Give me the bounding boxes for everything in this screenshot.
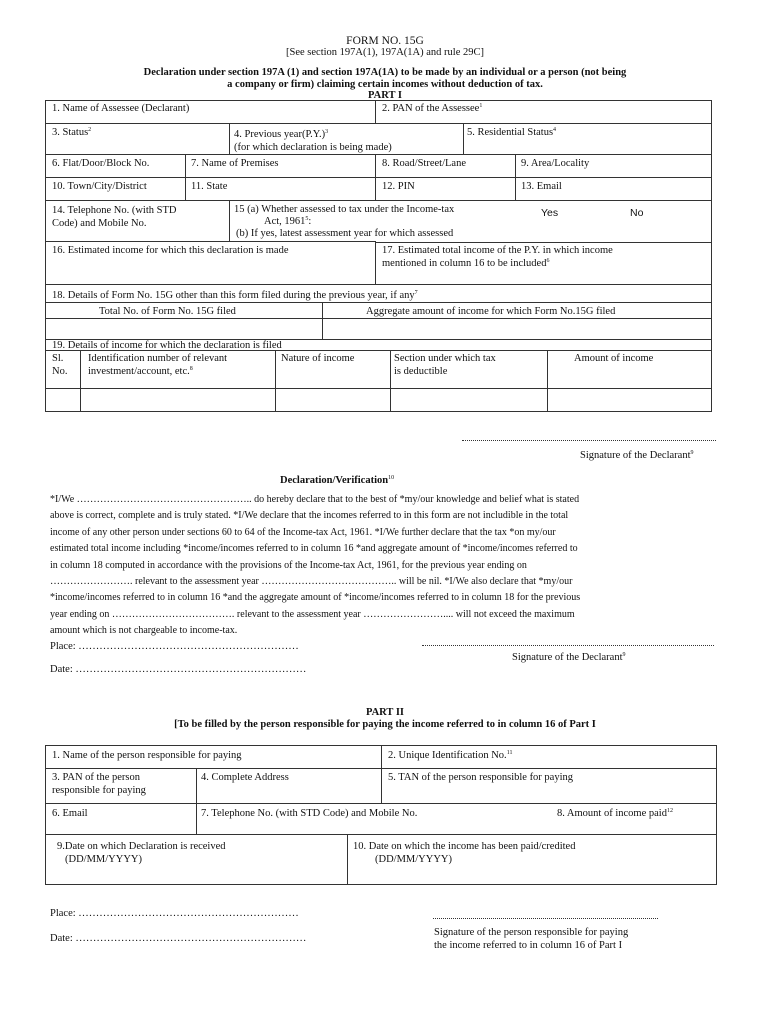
col-identification-number: Identification number of relevant investment/account, etc.$^8$ <box>88 353 228 377</box>
payer-signature-line[interactable] <box>433 918 658 919</box>
field-status[interactable]: 3. Status$^2$ <box>52 127 92 138</box>
field-amount-paid[interactable]: 8. Amount of income paid$^{12}$ <box>557 808 673 819</box>
field-income-details: 19. Details of income for which the declaration is filed <box>52 340 282 351</box>
part2-place-field[interactable]: Place: ……………………………………………………… <box>50 908 299 919</box>
field-unique-id[interactable]: 2. Unique Identification No.$^{11}$ <box>388 750 513 761</box>
form-subtitle: [See section 197A(1), 197A(1A) and rule 29C] <box>286 47 484 58</box>
field-town-city[interactable]: 10. Town/City/District <box>52 181 147 192</box>
signature-declarant-label-2: Signature of the Declarant$^9$ <box>512 652 626 663</box>
input-total-forms-filed[interactable] <box>46 319 321 338</box>
field-assessed-to-tax: 15 (a) Whether assessed to tax under the Income-tax Act, 1961$^5$: (b) If yes, latest assessment year for which assessed <box>234 204 455 239</box>
field-payer-pan[interactable]: 3. PAN of the person responsible for paying <box>52 772 146 796</box>
part1-heading: PART I <box>368 90 402 101</box>
field-estimated-total-income[interactable]: 17. Estimated total income of the P.Y. in which income mentioned in column 16 to be included$^6$ <box>382 245 613 269</box>
signature-declarant-label: Signature of the Declarant$^9$ <box>580 450 694 461</box>
col-total-forms-filed: Total No. of Form No. 15G filed <box>99 306 236 317</box>
field-previous-year[interactable]: 4. Previous $year(P.Y.)^3$ (for which declaration is being made) <box>234 129 392 153</box>
col-section: Section under which tax is deductible <box>394 353 496 377</box>
field-form15g-details: 18. Details of Form No. 15G other than this form filed during the previous year, if any$^7$ <box>52 290 418 301</box>
field-name-of-premises[interactable]: 7. Name of Premises <box>191 158 279 169</box>
col-sl-no: Sl. No. <box>52 353 68 377</box>
field-telephone[interactable]: 14. Telephone No. (with STD Code) and Mobile No. <box>52 205 177 229</box>
field-date-paid[interactable]: 10. Date on which the income has been paid/credited (DD/MM/YYYY) <box>353 841 576 865</box>
col-nature-of-income: Nature of income <box>281 353 355 364</box>
declaration-title-line1: Declaration under section 197A (1) and section 197A(1A) to be made by an individual or a person (not being <box>143 67 627 78</box>
col-aggregate-amount: Aggregate amount of income for which Form No.15G filed <box>366 306 616 317</box>
part2-date-field[interactable]: Date: ………………………………………………………… <box>50 933 307 944</box>
field-road-street[interactable]: 8. Road/Street/Lane <box>382 158 466 169</box>
payer-signature-label: Signature of the person responsible for paying the income referred to in column 16 of Part I <box>434 927 629 951</box>
form-title: FORM NO. 15G <box>346 35 424 47</box>
declaration-heading: Declaration/Verification$^{10}$ <box>280 475 395 486</box>
date-field[interactable]: Date: ………………………………………………………… <box>50 664 307 675</box>
part2-subtitle: [To be filled by the person responsible for paying the income referred to in column 16 of Part I <box>174 719 596 730</box>
field-email[interactable]: 13. Email <box>521 181 562 192</box>
field-tan[interactable]: 5. TAN of the person responsible for paying <box>388 772 574 783</box>
field-estimated-income[interactable]: 16. Estimated income for which this declaration is made <box>52 245 289 256</box>
field-pin[interactable]: 12. PIN <box>382 181 415 192</box>
field-residential-status[interactable]: 5. Residential Status$^4$ <box>467 127 557 138</box>
field-payer-telephone[interactable]: 7. Telephone No. (with STD Code) and Mobile No. <box>201 808 418 819</box>
option-yes[interactable]: Yes <box>541 207 559 219</box>
declarant-signature-line[interactable] <box>422 645 714 646</box>
col-amount-of-income: Amount of income <box>574 353 654 364</box>
field-pan-of-assessee[interactable]: 2. PAN of the Assessee$^1$ <box>382 103 483 114</box>
place-field[interactable]: Place: ……………………………………………………… <box>50 641 299 652</box>
option-no[interactable]: No <box>630 207 644 219</box>
input-aggregate-amount[interactable] <box>323 319 711 338</box>
field-flat-door-block[interactable]: 6. Flat/Door/Block No. <box>52 158 150 169</box>
field-date-received[interactable]: 9.Date on which Declaration is received (DD/MM/YYYY) <box>57 841 226 865</box>
part2-heading: PART II <box>365 707 405 718</box>
field-complete-address[interactable]: 4. Complete Address <box>201 772 289 783</box>
field-state[interactable]: 11. State <box>191 181 228 192</box>
declaration-text: *I/We …………………………………………….. do hereby declare that to the best of *my/our knowledge and belief what is stated above is correct, complete and is truly stated. *I/We declare that the incomes referred to in this form are not includible in the total income of any other person under sections 60 to 64 of the Income-tax Act, 1961. *I/We further declare that the tax *on my/our estimated total income including *income/incomes referred to in column 16 *and aggregate amount of *income/incomes referred to in column 18 computed in accordance with the provisions of the Income-tax Act, 1961, for the previous year ending on ……………………. relevant to the assessment year ………………………………….. will be nil. *I/We also declare that *my/our *income/incomes referred to in column 16 *and the aggregate amount of *income/incomes referred to in column 18 for the previous year ending on ………………………………. relevant to the assessment year …………………….... will not exceed the maximum amount which is not chargeable to income-tax. <box>50 494 581 637</box>
field-payer-email[interactable]: 6. Email <box>52 808 88 819</box>
declaration-title-line2: a company or firm) claiming certain incomes without deduction of tax. <box>227 79 543 90</box>
signature-line[interactable] <box>462 440 716 441</box>
field-name-of-assessee[interactable]: 1. Name of Assessee (Declarant) <box>52 103 190 114</box>
field-payer-name[interactable]: 1. Name of the person responsible for paying <box>52 750 242 761</box>
field-area-locality[interactable]: 9. Area/Locality <box>521 158 590 169</box>
